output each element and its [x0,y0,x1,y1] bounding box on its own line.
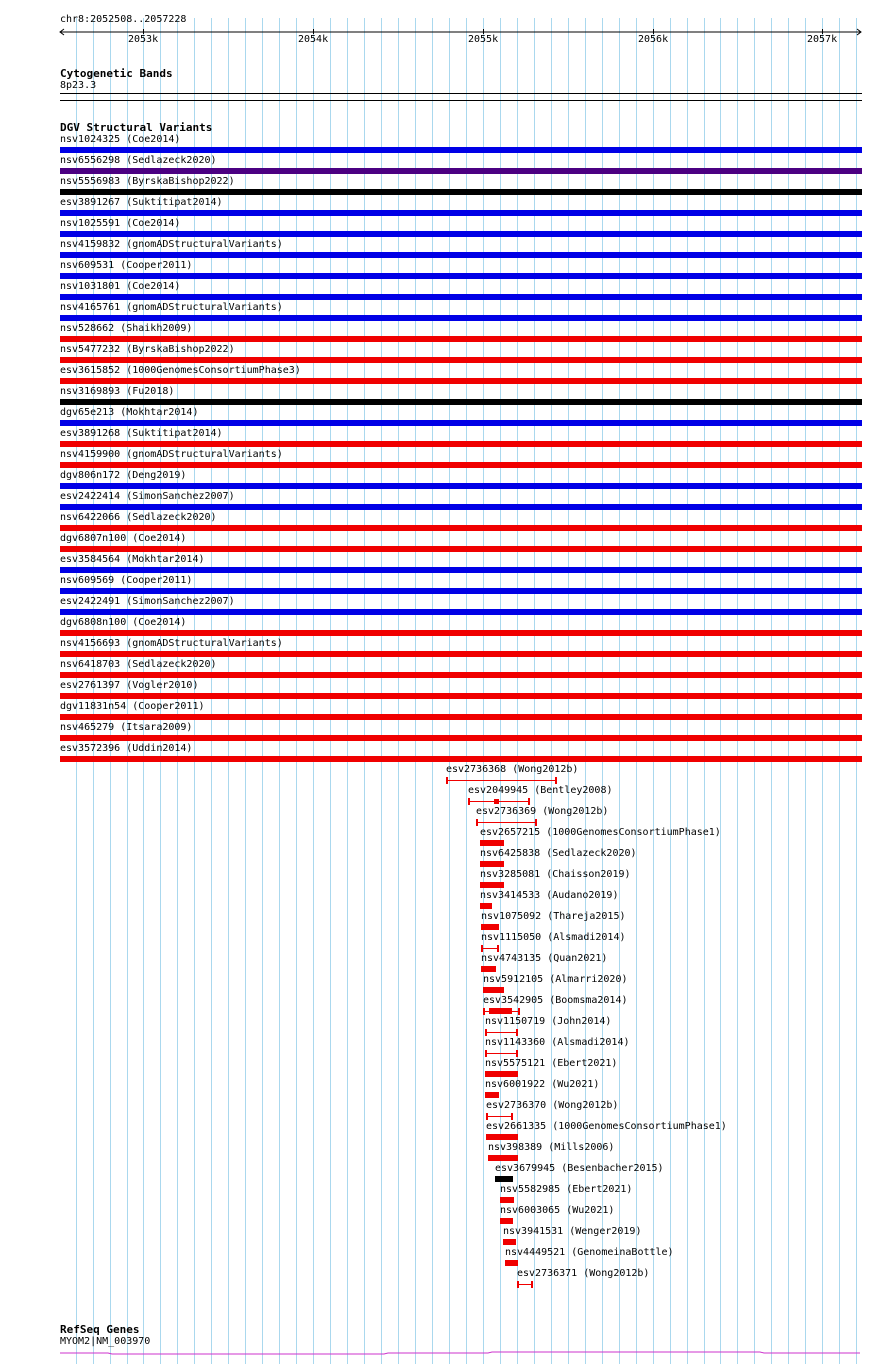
dgv-variant-bar[interactable] [60,315,862,321]
dgv-variant-bar[interactable] [60,357,862,363]
dgv-variant-label[interactable]: esv2736368 (Wong2012b) [446,764,579,775]
dgv-variant-mark [446,777,448,784]
dgv-variant-label[interactable]: dgv6808n100 (Coe2014) [60,617,187,628]
dgv-variant-mark [516,1050,518,1057]
dgv-variant-bar[interactable] [485,1112,515,1121]
dgv-variant-mark [468,798,470,805]
dgv-variant-mark [500,1197,514,1203]
dgv-variant-label[interactable]: nsv5556983 (ByrskaBishop2022) [60,176,235,187]
dgv-variant-mark [476,819,478,826]
dgv-variant-mark [495,1176,513,1182]
dgv-variant-mark [517,1281,519,1288]
dgv-variant-label[interactable]: esv3542905 (Boomsma2014) [483,995,628,1006]
ruler[interactable] [0,0,890,50]
dgv-variant-mark [486,1113,488,1120]
dgv-variant-label[interactable]: nsv6556298 (Sedlazeck2020) [60,155,217,166]
dgv-variant-label[interactable]: nsv6001922 (Wu2021) [485,1079,600,1090]
dgv-variant-mark [480,861,504,867]
dgv-variant-label[interactable]: nsv1031801 (Coe2014) [60,281,181,292]
dgv-variant-label[interactable]: nsv1115050 (Alsmadi2014) [481,932,626,943]
dgv-variant-bar[interactable] [60,189,862,195]
dgv-variant-mark [481,924,499,930]
dgv-variant-mark [485,1050,487,1057]
dgv-variant-mark [555,777,557,784]
dgv-variant-bar[interactable] [60,483,862,489]
dgv-variant-bar[interactable] [445,776,559,785]
dgv-variant-label[interactable]: esv3679945 (Besenbacher2015) [495,1163,664,1174]
dgv-variant-mark [481,945,483,952]
dgv-variant-bar[interactable] [484,1028,520,1037]
dgv-variant-label[interactable]: dgv65e213 (Mokhtar2014) [60,407,199,418]
dgv-variant-bar[interactable] [484,1070,520,1079]
dgv-variant-bar[interactable] [479,839,506,848]
refseq-title: RefSeq Genes [60,1323,140,1336]
dgv-variant-label[interactable]: nsv1025591 (Coe2014) [60,218,181,229]
dgv-variant-mark [531,1281,533,1288]
dgv-variant-label[interactable]: esv2736370 (Wong2012b) [486,1100,619,1111]
dgv-variant-mark [518,1008,520,1015]
dgv-variant-label[interactable]: nsv1075092 (Thareja2015) [481,911,626,922]
cytoband-label[interactable]: 8p23.3 [60,80,97,91]
dgv-variant-mark [500,1218,513,1224]
refseq-gene-label[interactable]: MYOM2|NM_003970 [60,1336,151,1347]
dgv-variant-bar[interactable] [60,336,862,342]
dgv-variant-bar[interactable] [60,735,862,741]
dgv-variant-mark [485,1071,518,1077]
dgv-variant-mark [485,1092,499,1098]
dgv-variant-bar[interactable] [60,651,862,657]
dgv-variant-mark [486,1134,518,1140]
dgv-variant-label[interactable]: nsv6422066 (Sedlazeck2020) [60,512,217,523]
dgv-variant-bar[interactable] [499,1217,515,1226]
dgv-variant-bar[interactable] [484,1049,520,1058]
dgv-variant-bar[interactable] [60,462,862,468]
dgv-variant-label[interactable]: nsv1024325 (Coe2014) [60,134,181,145]
ruler-tick-label: 2054k [298,34,329,45]
dgv-variant-label[interactable]: esv3615852 (1000GenomesConsortiumPhase3) [60,365,301,376]
dgv-variant-label[interactable]: esv2661335 (1000GenomesConsortiumPhase1) [486,1121,727,1132]
dgv-variant-label[interactable]: nsv1150719 (John2014) [485,1016,612,1027]
dgv-variant-label[interactable]: esv3891268 (Suktitipat2014) [60,428,223,439]
dgv-variant-bar[interactable] [60,672,862,678]
dgv-variant-bar[interactable] [60,630,862,636]
dgv-variant-label[interactable]: nsv6003065 (Wu2021) [500,1205,615,1216]
dgv-variant-mark [535,819,537,826]
dgv-variant-mark [488,1155,518,1161]
dgv-variant-label[interactable]: nsv5575121 (Ebert2021) [485,1058,618,1069]
dgv-variant-bar[interactable] [60,504,862,510]
dgv-title: DGV Structural Variants [60,121,213,134]
dgv-variant-bar[interactable] [479,881,506,890]
dgv-variant-label[interactable]: nsv6425838 (Sedlazeck2020) [480,848,637,859]
dgv-variant-mark [489,1008,512,1014]
dgv-variant-label[interactable]: nsv4165761 (gnomADStructuralVariants) [60,302,283,313]
dgv-variant-label[interactable]: nsv5912105 (Almarri2020) [483,974,628,985]
dgv-variant-label[interactable]: esv2422414 (SimonSanchez2007) [60,491,235,502]
dgv-variant-bar[interactable] [475,818,539,827]
cytoband-title: Cytogenetic Bands [60,67,173,80]
dgv-variant-bar[interactable] [60,588,862,594]
dgv-variant-label[interactable]: esv2761397 (Vogler2010) [60,680,199,691]
dgv-variant-label[interactable]: esv2657215 (1000GenomesConsortiumPhase1) [480,827,721,838]
dgv-variant-label[interactable]: nsv1143360 (Alsmadi2014) [485,1037,630,1048]
dgv-variant-label[interactable]: nsv609569 (Cooper2011) [60,575,193,586]
ruler-tick-label: 2053k [128,34,159,45]
dgv-variant-mark [483,1008,485,1015]
dgv-variant-bar[interactable] [60,294,862,300]
dgv-variant-mark [503,1239,516,1245]
dgv-variant-label[interactable]: nsv3941531 (Wenger2019) [503,1226,642,1237]
dgv-variant-mark [494,799,499,804]
dgv-variant-label[interactable]: nsv465279 (Itsara2009) [60,722,193,733]
dgv-variant-label[interactable]: nsv4159900 (gnomADStructuralVariants) [60,449,283,460]
dgv-variant-mark [497,945,499,952]
dgv-variant-label[interactable]: nsv609531 (Cooper2011) [60,260,193,271]
dgv-variant-label[interactable]: nsv4159832 (gnomADStructuralVariants) [60,239,283,250]
dgv-variant-bar[interactable] [480,965,498,974]
dgv-variant-label[interactable]: esv2049945 (Bentley2008) [468,785,613,796]
dgv-variant-bar[interactable] [60,714,862,720]
dgv-variant-bar[interactable] [60,525,862,531]
dgv-variant-bar[interactable] [484,1091,501,1100]
dgv-variant-bar[interactable] [60,378,862,384]
dgv-variant-bar[interactable] [467,797,532,806]
dgv-variant-mark [528,798,530,805]
dgv-variant-label[interactable]: esv2736369 (Wong2012b) [476,806,609,817]
dgv-variant-label[interactable]: esv3572396 (Uddin2014) [60,743,193,754]
dgv-variant-bar[interactable] [502,1238,518,1247]
dgv-variant-bar[interactable] [504,1259,520,1268]
dgv-variant-mark [480,903,492,909]
dgv-variant-label[interactable]: nsv6418703 (Sedlazeck2020) [60,659,217,670]
dgv-variant-mark [480,882,504,888]
cytoband-bar-top [60,93,862,94]
dgv-variant-label[interactable]: nsv3285081 (Chaisson2019) [480,869,631,880]
dgv-variant-label[interactable]: dgv11831n54 (Cooper2011) [60,701,205,712]
dgv-variant-label[interactable]: nsv3169893 (Fu2018) [60,386,175,397]
dgv-variant-label[interactable]: esv2736371 (Wong2012b) [517,1268,650,1279]
dgv-variant-bar[interactable] [60,399,862,405]
dgv-variant-label[interactable]: nsv5477232 (ByrskaBishop2022) [60,344,235,355]
dgv-variant-label[interactable]: esv3891267 (Suktitipat2014) [60,197,223,208]
dgv-variant-mark [516,1029,518,1036]
dgv-variant-mark [511,1113,513,1120]
dgv-variant-bar[interactable] [60,567,862,573]
cytoband-bar-bottom [60,100,862,101]
dgv-variant-bar[interactable] [60,420,862,426]
ruler-tick-label: 2056k [638,34,669,45]
dgv-variant-bar[interactable] [60,168,862,174]
dgv-variant-bar[interactable] [516,1280,535,1289]
dgv-variant-bar[interactable] [60,252,862,258]
dgv-variant-bar[interactable] [60,546,862,552]
dgv-variant-bar[interactable] [487,1154,520,1163]
dgv-variant-bar[interactable] [485,1133,520,1142]
dgv-variant-bar[interactable] [482,1007,522,1016]
dgv-variant-bar[interactable] [60,693,862,699]
dgv-variant-bar[interactable] [499,1196,516,1205]
dgv-variant-bar[interactable] [60,609,862,615]
dgv-variant-bar[interactable] [479,860,506,869]
dgv-variant-label[interactable]: nsv4449521 (GenomeinaBottle) [505,1247,674,1258]
dgv-variant-label[interactable]: nsv4156693 (gnomADStructuralVariants) [60,638,283,649]
dgv-variant-label[interactable]: esv3584564 (Mokhtar2014) [60,554,205,565]
dgv-variant-label[interactable]: dgv806n172 (Deng2019) [60,470,187,481]
dgv-variant-label[interactable]: nsv3414533 (Audano2019) [480,890,619,901]
dgv-variant-mark [485,1029,487,1036]
dgv-variant-mark [480,840,504,846]
dgv-variant-label[interactable]: dgv6807n100 (Coe2014) [60,533,187,544]
dgv-variant-label[interactable]: nsv398389 (Mills2006) [488,1142,615,1153]
dgv-variant-label[interactable]: nsv4743135 (Quan2021) [481,953,608,964]
dgv-variant-bar[interactable] [60,231,862,237]
dgv-variant-bar[interactable] [60,441,862,447]
dgv-variant-bar[interactable] [479,902,494,911]
dgv-variant-bar[interactable] [494,1175,515,1184]
dgv-variant-mark [505,1260,518,1266]
ruler-position: chr8:2052508..2057228 [60,14,187,25]
dgv-variant-bar[interactable] [482,986,506,995]
ruler-tick-label: 2055k [468,34,499,45]
dgv-variant-bar[interactable] [60,147,862,153]
dgv-variant-mark [483,987,504,993]
dgv-variant-bar[interactable] [480,923,501,932]
dgv-variant-bar[interactable] [60,210,862,216]
dgv-variant-bar[interactable] [480,944,501,953]
dgv-variant-label[interactable]: nsv5582985 (Ebert2021) [500,1184,633,1195]
dgv-variant-mark [481,966,496,972]
dgv-variant-bar[interactable] [60,273,862,279]
dgv-variant-label[interactable]: nsv528662 (Shaikh2009) [60,323,193,334]
dgv-variant-bar[interactable] [60,756,862,762]
ruler-tick-label: 2057k [807,34,838,45]
dgv-variant-label[interactable]: esv2422491 (SimonSanchez2007) [60,596,235,607]
